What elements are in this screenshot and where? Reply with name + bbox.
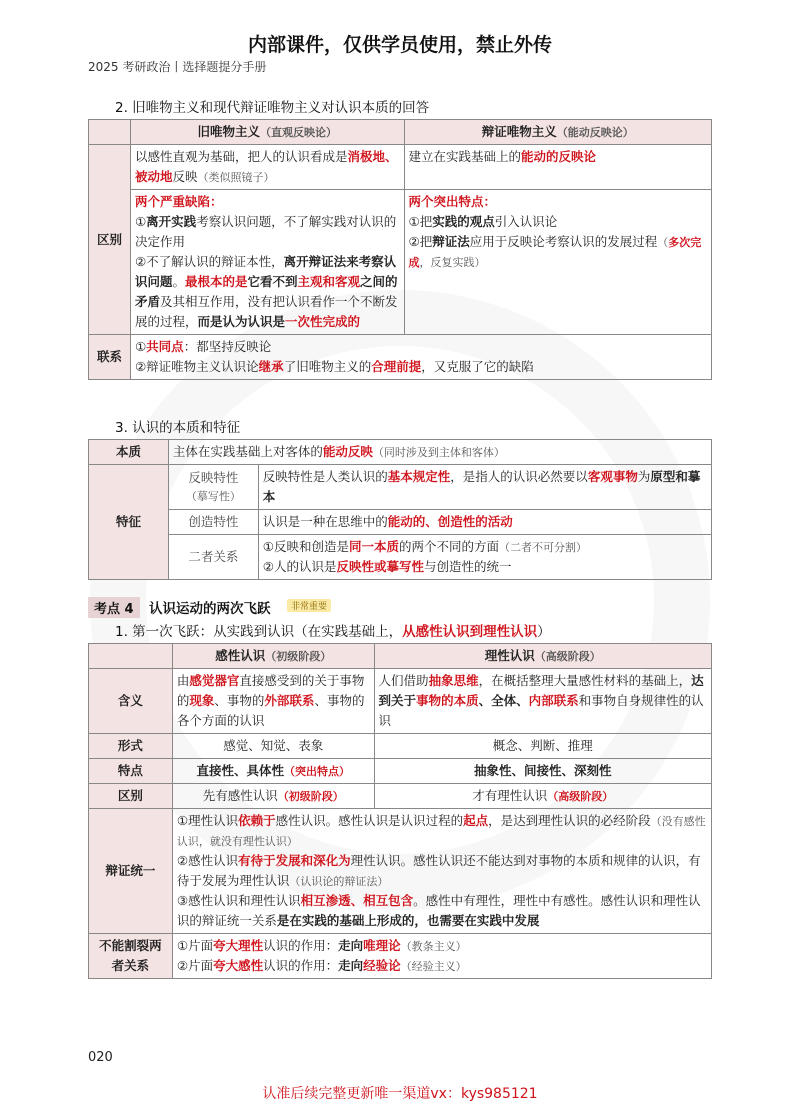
reflect-cell: 反映特性是人类认识的基本规定性，是指人的认识必然要以客观事物为原型和摹本 <box>258 465 711 510</box>
connection-cell: ①共同点：都坚持反映论 ②辩证唯物主义认识论继承了旧唯物主义的合理前提，又克服了它的缺陷 <box>130 335 711 380</box>
first-leap-title: 1. 第一次飞跃：从实践到认识（在实践基础上，从感性认识到理性认识） <box>115 624 551 640</box>
col-old-materialism: 旧唯物主义（直观反映论） <box>130 120 404 145</box>
perceptual-meaning-cell: 由感觉器官直接感受到的关于事物的现象、事物的外部联系、事物的各个方面的认识 <box>172 669 374 734</box>
table-row <box>89 510 712 535</box>
col-perceptual: 感性认识（初级阶段） <box>172 644 374 669</box>
page-header-title: 内部课件，仅供学员使用，禁止外传 <box>247 34 552 56</box>
table-row <box>89 759 712 784</box>
row-label-meaning: 含义 <box>89 669 173 734</box>
new-basis-cell: 建立在实践基础上的能动的反映论 <box>404 145 712 190</box>
table-row <box>89 440 712 465</box>
rational-trait-cell: 抽象性、间接性、深刻性 <box>374 759 711 784</box>
table-row <box>89 669 712 734</box>
perceptual-rational-table <box>88 643 712 979</box>
row-label-trait: 特点 <box>89 759 173 784</box>
importance-badge: 非常重要 <box>287 599 331 612</box>
page-header-subtitle: 2025 考研政治丨选择题提分手册 <box>88 60 267 74</box>
table-row <box>89 934 712 979</box>
table-row <box>89 335 712 380</box>
footer-notice: 认准后续完整更新唯一渠道vx：kys985121 <box>262 1086 538 1102</box>
table-row <box>89 145 712 190</box>
rational-meaning-cell: 人们借助抽象思维，在概括整理大量感性材料的基础上，达到关于事物的本质、全体、内部联系和事物自身规律性的认识 <box>374 669 711 734</box>
essence-cell: 主体在实践基础上对客体的能动反映（同时涉及到主体和客体） <box>168 440 711 465</box>
table-row <box>89 535 712 580</box>
section-2-title: 2. 旧唯物主义和现代辩证唯物主义对认识本质的回答 <box>115 100 430 116</box>
table-row <box>89 784 712 809</box>
row-label-unity: 辩证统一 <box>89 809 173 934</box>
row-label-features: 特征 <box>89 465 169 580</box>
col-rational: 理性认识（高级阶段） <box>374 644 711 669</box>
new-features-cell: 两个突出特点： ①把实践的观点引入认识论 ②把辩证法应用于反映论考察认识的发展过程（多次完成，反复实践） <box>404 190 712 335</box>
table-header-row <box>89 644 712 669</box>
perceptual-form-cell: 感觉、知觉、表象 <box>172 734 374 759</box>
perceptual-dist-cell: 先有感性认识（初级阶段） <box>172 784 374 809</box>
col-dialectical-materialism: 辩证唯物主义（能动反映论） <box>404 120 712 145</box>
reflect-label: 反映特性 （摹写性） <box>168 465 258 510</box>
key-point-title: 认识运动的两次飞跃 <box>149 601 271 617</box>
old-defects-cell: 两个严重缺陷： ①离开实践考察认识问题，不了解实践对认识的决定作用 ②不了解认识的辩证本性，离开辩证法来考察认识问题。最根本的是它看不到主观和客观之间的矛盾及其相互作用，没有把认识看作一个不断发展的过程，而是认为认识是一次性完成的 <box>130 190 404 335</box>
unity-cell: ①理性认识依赖于感性认识。感性认识是认识过程的起点，是达到理性认识的必经阶段（没有感性认识，就没有理性认识） ②感性认识有待于发展和深化为理性认识。感性认识还不能达到对事物的本质和规律的认识，有待于发展为理性认识（认识论的辩证法） ③感性认识和理性认识相互渗透、相互包含。感性中有理性，理性中有感性。感性认识和理性认识的辩证统一关系是在实践的基础上形成的，也需要在实践中发展 <box>172 809 711 934</box>
comparison-table-old-vs-dialectical <box>88 119 712 380</box>
row-label-distinction: 区别 <box>89 784 173 809</box>
rational-dist-cell: 才有理性认识（高级阶段） <box>374 784 711 809</box>
row-label-difference: 区别 <box>89 145 131 335</box>
inseparable-cell: ①片面夸大理性认识的作用：走向唯理论（教条主义） ②片面夸大感性认识的作用：走向经验论（经验主义） <box>172 934 711 979</box>
page-number: 020 <box>88 1050 113 1065</box>
create-label: 创造特性 <box>168 510 258 535</box>
table-row <box>89 734 712 759</box>
row-label-inseparable: 不能割裂两者关系 <box>89 934 173 979</box>
row-label-essence: 本质 <box>89 440 169 465</box>
essence-features-table <box>88 439 712 580</box>
rational-form-cell: 概念、判断、推理 <box>374 734 711 759</box>
table-row <box>89 465 712 510</box>
perceptual-trait-cell: 直接性、具体性（突出特点） <box>172 759 374 784</box>
create-cell: 认识是一种在思维中的能动的、创造性的活动 <box>258 510 711 535</box>
key-point-tag: 考点 4 <box>88 597 140 618</box>
table-header-row <box>89 120 712 145</box>
section-3-title: 3. 认识的本质和特征 <box>115 420 241 436</box>
old-basis-cell: 以感性直观为基础，把人的认识看成是消极地、被动地反映（类似照镜子） <box>130 145 404 190</box>
relation-label: 二者关系 <box>168 535 258 580</box>
relation-cell: ①反映和创造是同一本质的两个不同的方面（二者不可分割） ②人的认识是反映性或摹写性与创造性的统一 <box>258 535 711 580</box>
table-row <box>89 190 712 335</box>
row-label-form: 形式 <box>89 734 173 759</box>
table-row <box>89 809 712 934</box>
row-label-connection: 联系 <box>89 335 131 380</box>
